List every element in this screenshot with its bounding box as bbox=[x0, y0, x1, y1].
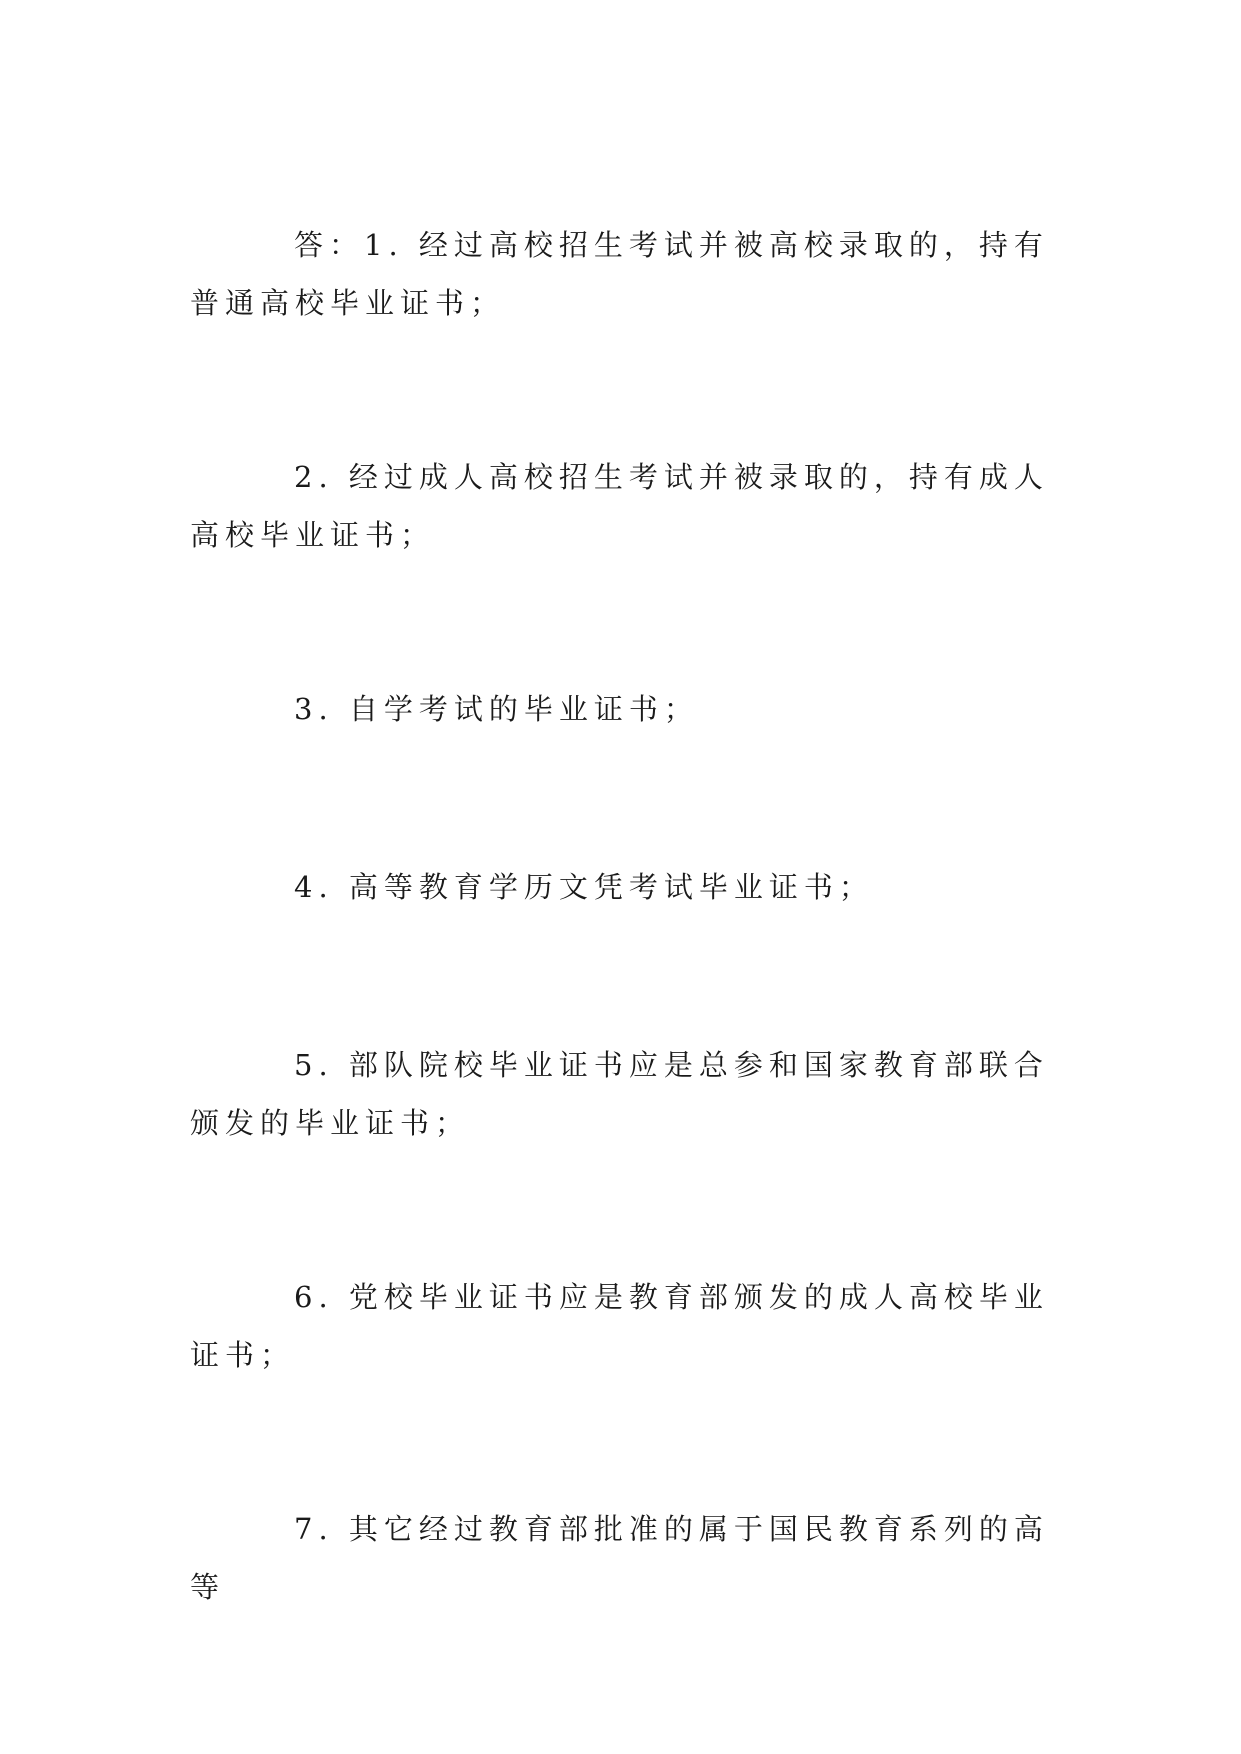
answer-paragraph-4: 4. 高等教育学历文凭考试毕业证书； bbox=[294, 870, 874, 904]
answer-paragraph-7: 7. 其它经过教育部批准的属于国民教育系列的高等 bbox=[190, 1512, 1049, 1604]
answer-paragraph-1: 答：1. 经过高校招生考试并被高校录取的，持有普通高校毕业证书； bbox=[190, 228, 1049, 320]
answer-paragraph-6: 6. 党校毕业证书应是教育部颁发的成人高校毕业证书； bbox=[190, 1280, 1049, 1372]
answer-paragraph-3: 3. 自学考试的毕业证书； bbox=[294, 692, 699, 726]
answer-paragraph-2: 2. 经过成人高校招生考试并被录取的，持有成人高校毕业证书； bbox=[190, 460, 1049, 552]
answer-paragraph-5: 5. 部队院校毕业证书应是总参和国家教育部联合颁发的毕业证书； bbox=[190, 1048, 1049, 1140]
